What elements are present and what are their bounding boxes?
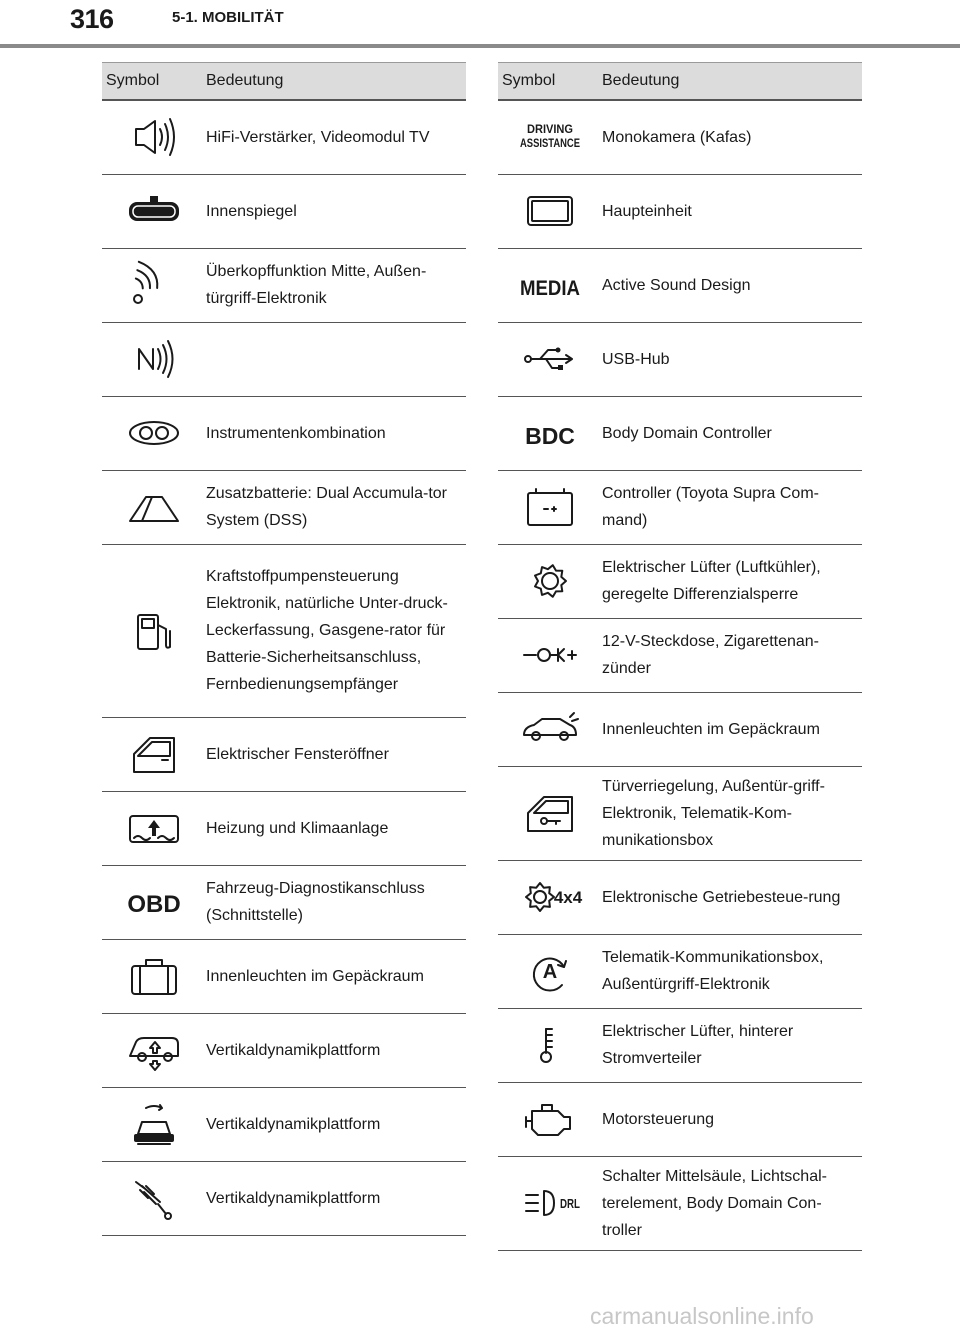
header-divider [0,44,960,48]
usb-icon [520,335,580,383]
fan-gear-icon [520,557,580,605]
symbol-cell [102,939,206,1013]
table-row [102,791,466,865]
table-row [102,174,466,248]
fuel-pump-icon [124,607,184,655]
table-row [102,1161,466,1235]
watermark: carmanualsonline.info [590,1303,814,1329]
symbol-cell [498,1082,602,1156]
instrument-cluster-icon [124,409,184,457]
symbol-cell [498,766,602,860]
table-row [498,1082,862,1156]
symbol-table-right [498,62,862,1251]
icon-label: 4x4 [553,888,583,907]
icon-label: MEDIA [520,277,580,300]
table-row [102,865,466,939]
symbol-cell [498,1156,602,1250]
meaning-cell: Elektronische Getriebesteue-rung [602,860,862,934]
table-row [498,174,862,248]
symbol-cell [102,396,206,470]
meaning-cell: Elektrischer Lüfter, hinterer Stromverteiler [602,1008,862,1082]
shock-absorber-icon [124,1174,184,1222]
column-header-symbol: Symbol [102,63,206,101]
symbol-cell [102,1161,206,1235]
meaning-cell: Türverriegelung, Außentür-griff-Elektronik, Telematik-Kom-munikationsbox [602,766,862,860]
symbol-cell [498,248,602,322]
table-row [498,618,862,692]
battery-controller-icon [520,483,580,531]
symbol-cell [102,1013,206,1087]
obd-label-icon [124,878,184,926]
meaning-cell [206,322,466,396]
symbol-cell [102,544,206,717]
meaning-cell: Motorsteuerung [602,1082,862,1156]
meaning-cell: USB-Hub [602,322,862,396]
meaning-cell: Zusatzbatterie: Dual Accumula-tor System (DSS) [206,470,466,544]
table-row [498,544,862,618]
rearview-mirror-icon [124,187,184,235]
table-row [498,396,862,470]
meaning-cell: Heizung und Klimaanlage [206,791,466,865]
meaning-cell: Innenleuchten im Gepäckraum [602,692,862,766]
table-row [102,1013,466,1087]
table-row [498,692,862,766]
table-row [102,1087,466,1161]
table-row [102,396,466,470]
symbol-cell [498,692,602,766]
table-row [102,470,466,544]
table-row [498,470,862,544]
meaning-cell: Haupteinheit [602,174,862,248]
meaning-cell: Fahrzeug-Diagnostikanschluss (Schnittstelle) [206,865,466,939]
socket-plug-icon [520,631,580,679]
meaning-cell: Vertikaldynamikplattform [206,1013,466,1087]
meaning-cell: Elektrischer Lüfter (Luftkühler), geregelte Differenzialsperre [602,544,862,618]
symbol-cell [102,322,206,396]
symbol-cell [102,791,206,865]
table-row [102,248,466,322]
icon-label: BDC [525,423,575,449]
symbol-cell [498,934,602,1008]
icon-label: ASSISTANCE [520,136,580,151]
suv-vertical-icon [124,1026,184,1074]
symbol-cell [498,470,602,544]
table-row [102,939,466,1013]
symbol-cell [102,865,206,939]
table-row [498,1008,862,1082]
page-header [0,0,960,50]
symbol-cell [102,248,206,322]
symbol-cell [102,1087,206,1161]
auto-a-icon [520,947,580,995]
table-row [102,544,466,717]
icon-label: OBD [127,891,181,918]
car-door-icon [124,730,184,778]
table-header-row [102,63,466,101]
symbol-cell [498,322,602,396]
meaning-cell: Body Domain Controller [602,396,862,470]
column-header-meaning: Bedeutung [206,63,466,101]
meaning-cell: Schalter Mittelsäule, Lichtschal-terelement, Body Domain Con-troller [602,1156,862,1250]
table-row [498,248,862,322]
symbol-cell [102,174,206,248]
luggage-icon [124,952,184,1000]
driving-assistance-label-icon [520,113,580,161]
section-title: 5-1. MOBILITÄT [172,9,284,26]
table-header-row [498,63,862,101]
symbol-cell [498,618,602,692]
symbol-cell [498,1008,602,1082]
meaning-cell: 12-V-Steckdose, Zigarettenan-zünder [602,618,862,692]
symbol-cell [498,396,602,470]
icon-label: DRL [560,1196,581,1211]
symbol-cell [102,717,206,791]
speaker-waves-icon [124,113,184,161]
table-row [498,1156,862,1250]
meaning-cell: Überkopffunktion Mitte, Außen-türgriff-Elektronik [206,248,466,322]
media-label-icon [520,261,580,309]
table-row [102,322,466,396]
car-front-suspension-icon [124,1100,184,1148]
symbol-cell [498,860,602,934]
page-number: 316 [70,4,114,34]
door-key-icon [520,789,580,837]
table-row [102,717,466,791]
icon-label: DRIVING [527,122,573,137]
symbol-table-left [102,62,466,1236]
meaning-cell: Instrumentenkombination [206,396,466,470]
meaning-cell: Elektrischer Fensteröffner [206,717,466,791]
symbol-cell [498,174,602,248]
symbol-cell [102,100,206,174]
thermometer-icon [520,1021,580,1069]
nfc-icon [124,335,184,383]
meaning-cell: Monokamera (Kafas) [602,100,862,174]
table-row [102,100,466,174]
meaning-cell: Kraftstoffpumpensteuerung Elektronik, natürliche Unter-druck-Leckerfassung, Gasgene-rator für Batterie-Sicherheitsanschluss, Fernbedienungsempfänger [206,544,466,717]
headlight-drl-icon [520,1179,580,1227]
engine-icon [520,1095,580,1143]
heating-climate-icon [124,804,184,852]
table-row [498,100,862,174]
symbol-cell [498,100,602,174]
table-row [498,322,862,396]
table-row [498,766,862,860]
head-unit-icon [520,187,580,235]
roof-antenna-icon [124,483,184,531]
meaning-cell: Innenleuchten im Gepäckraum [206,939,466,1013]
bdc-label-icon [520,409,580,457]
meaning-cell: Active Sound Design [602,248,862,322]
table-row [498,860,862,934]
car-trunk-icon [520,705,580,753]
meaning-cell: Innenspiegel [206,174,466,248]
gear-4x4-icon [520,873,583,921]
icon-label: A [542,961,558,983]
column-header-symbol: Symbol [498,63,602,101]
symbol-cell [498,544,602,618]
symbol-cell [102,470,206,544]
meaning-cell: Vertikaldynamikplattform [206,1161,466,1235]
meaning-cell: Controller (Toyota Supra Com-mand) [602,470,862,544]
meaning-cell: Telematik-Kommunikationsbox, Außentürgriff-Elektronik [602,934,862,1008]
meaning-cell: Vertikaldynamikplattform [206,1087,466,1161]
radio-signal-icon [124,261,184,309]
column-header-meaning: Bedeutung [602,63,862,101]
meaning-cell: HiFi-Verstärker, Videomodul TV [206,100,466,174]
table-row [498,934,862,1008]
